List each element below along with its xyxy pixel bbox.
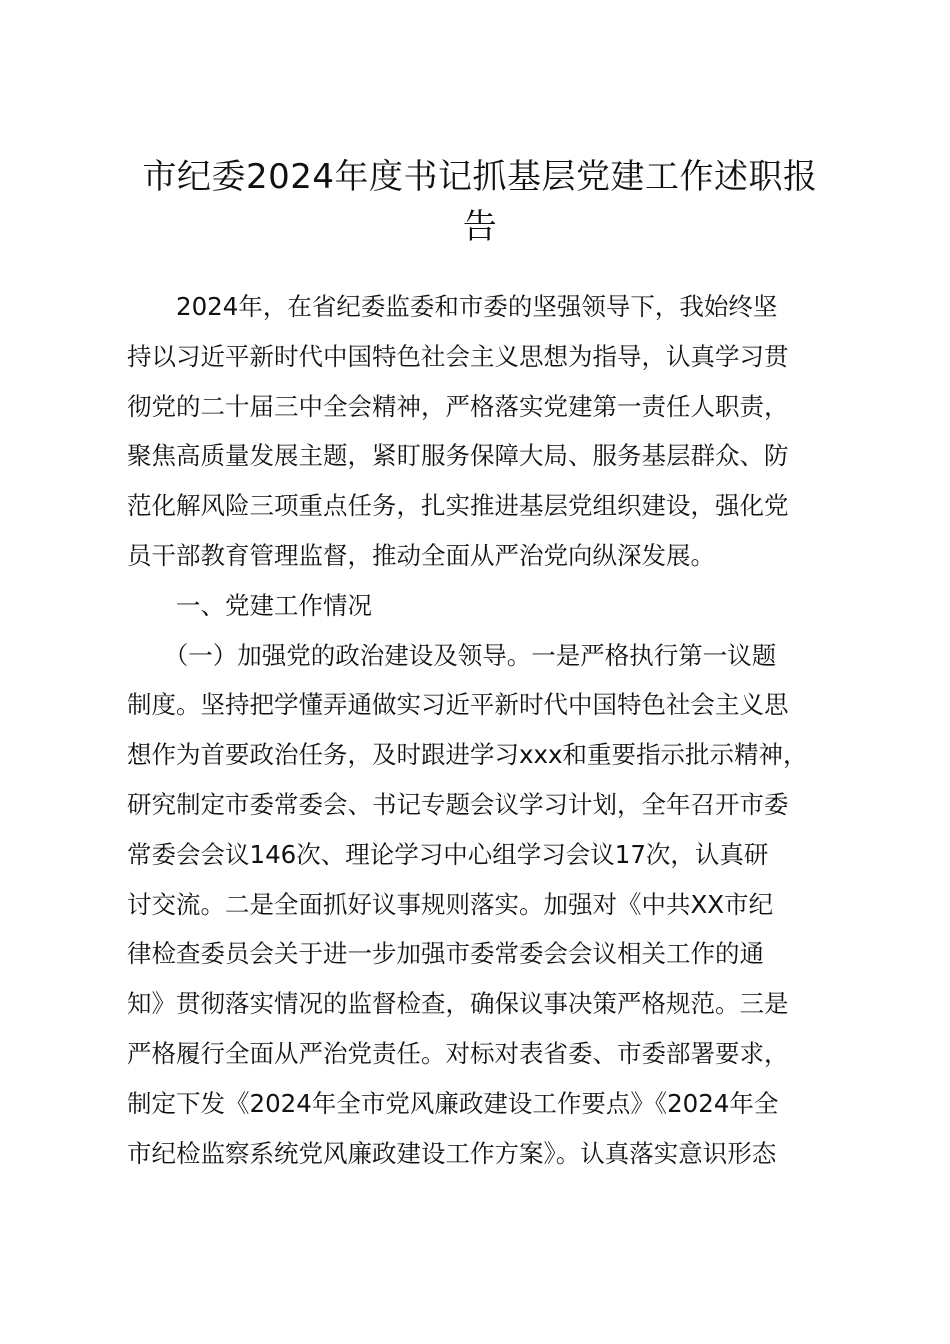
body-line: 讨交流。二是全面抓好议事规则落实。加强对《中共XX市纪 [127,889,774,919]
document-body [127,282,857,1178]
body-line: 制定下发《2024年全市党风廉政建设工作要点》《2024年全 [127,1088,779,1118]
section-heading: 一、党建工作情况 [127,590,372,620]
body-line: 知》贯彻落实情况的监督检查，确保议事决策严格规范。三是 [127,989,789,1019]
body-line: 2024年，在省纪委监委和市委的坚强领导下，我始终坚 [127,292,778,321]
document-title [110,152,850,252]
body-line: 研究制定市委常委会、书记专题会议学习计划，全年召开市委 [127,789,789,819]
body-line: 持以习近平新时代中国特色社会主义思想为指导，认真学习贯 [127,341,789,371]
body-line: 范化解风险三项重点任务，扎实推进基层党组织建设，强化党 [127,491,789,521]
body-line: 制度。坚持把学懂弄通做实习近平新时代中国特色社会主义思 [127,690,789,720]
body-line: 员干部教育管理监督，推动全面从严治党向纵深发展。 [127,540,715,570]
title-line-2: 告 [462,207,498,247]
body-line: 常委会会议146次、理论学习中心组学习会议17次，认真研 [127,839,769,869]
title-line-1: 市纪委2024年度书记抓基层党建工作述职报 [142,157,818,197]
body-line: 严格履行全面从严治党责任。对标对表省委、市委部署要求， [127,1038,789,1068]
body-line: 想作为首要政治任务，及时跟进学习xxx和重要指示批示精神， [127,740,808,770]
body-line: 彻党的二十届三中全会精神，严格落实党建第一责任人职责， [127,391,789,421]
body-line: （一）加强党的政治建设及领导。一是严格执行第一议题 [127,640,777,670]
body-line: 聚焦高质量发展主题，紧盯服务保障大局、服务基层群众、防 [127,441,789,471]
body-line: 律检查委员会关于进一步加强市委常委会会议相关工作的通 [127,939,764,969]
body-line: 市纪检监察系统党风廉政建设工作方案》。认真落实意识形态 [127,1138,777,1168]
